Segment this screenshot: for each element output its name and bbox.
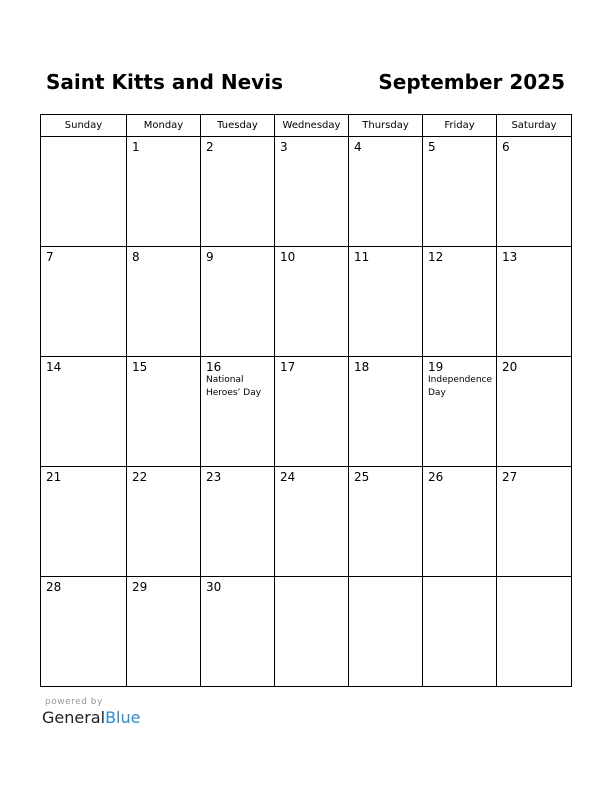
- day-cell: [423, 467, 497, 577]
- week-row: [41, 357, 572, 467]
- weekday-thursday: Thursday: [349, 115, 423, 137]
- day-number: 11: [354, 250, 370, 264]
- day-number: 20: [502, 360, 518, 374]
- day-number: 30: [206, 580, 222, 594]
- day-cell: [497, 247, 572, 357]
- weekday-sunday: Sunday: [41, 115, 127, 137]
- day-number: 19: [428, 360, 444, 374]
- day-number: 24: [280, 470, 296, 484]
- day-number: 25: [354, 470, 370, 484]
- day-number: 6: [502, 140, 510, 154]
- weekday-monday: Monday: [127, 115, 201, 137]
- brand-general-text: General: [42, 708, 106, 727]
- day-number: 12: [428, 250, 444, 264]
- day-cell: [201, 247, 275, 357]
- day-number: [275, 577, 348, 580]
- day-cell: [349, 577, 423, 687]
- day-cell: [41, 467, 127, 577]
- day-number: 5: [428, 140, 436, 154]
- day-cell: [275, 247, 349, 357]
- weekday-friday: Friday: [423, 115, 497, 137]
- day-number: 8: [132, 250, 140, 264]
- week-row: [41, 467, 572, 577]
- day-cell: [275, 467, 349, 577]
- day-number: 28: [46, 580, 62, 594]
- week-row: [41, 577, 572, 687]
- day-number: 23: [206, 470, 222, 484]
- day-number: 29: [132, 580, 148, 594]
- brand-blue-text: Blue: [105, 708, 141, 727]
- day-cell: [201, 467, 275, 577]
- day-number: [497, 577, 571, 580]
- generalblue-logo-link[interactable]: [42, 708, 140, 727]
- day-number: 22: [132, 470, 148, 484]
- day-number: 18: [354, 360, 370, 374]
- day-cell: [275, 137, 349, 247]
- day-number: 1: [132, 140, 140, 154]
- day-cell: [127, 137, 201, 247]
- day-number: 4: [354, 140, 362, 154]
- week-row: [41, 137, 572, 247]
- day-number: 2: [206, 140, 214, 154]
- day-number: 26: [428, 470, 444, 484]
- day-cell: [201, 357, 275, 467]
- weekday-wednesday: Wednesday: [275, 115, 349, 137]
- day-cell: [275, 357, 349, 467]
- holiday-label: National Heroes’ Day: [206, 375, 262, 398]
- weekday-tuesday: Tuesday: [201, 115, 275, 137]
- calendar-month-title: September 2025: [378, 70, 565, 94]
- calendar-country-title: Saint Kitts and Nevis: [46, 70, 283, 94]
- day-number: 13: [502, 250, 518, 264]
- day-number: 7: [46, 250, 54, 264]
- day-cell: [127, 467, 201, 577]
- day-cell: [497, 357, 572, 467]
- day-cell: [497, 137, 572, 247]
- holiday-label: Independence Day: [428, 375, 493, 398]
- day-cell: [275, 577, 349, 687]
- day-cell: [423, 357, 497, 467]
- day-number: 15: [132, 360, 148, 374]
- day-cell: [349, 137, 423, 247]
- day-cell: [423, 247, 497, 357]
- day-number: 14: [46, 360, 62, 374]
- day-cell: [41, 357, 127, 467]
- weekday-header-row: [41, 115, 572, 137]
- day-cell: [127, 577, 201, 687]
- day-cell: [41, 247, 127, 357]
- day-cell: [497, 467, 572, 577]
- calendar-grid: [40, 114, 572, 687]
- day-number: 10: [280, 250, 296, 264]
- day-cell: [349, 247, 423, 357]
- day-cell: [423, 137, 497, 247]
- day-number: 16: [206, 360, 222, 374]
- day-cell: [201, 577, 275, 687]
- day-cell: [497, 577, 572, 687]
- powered-by-text: powered by: [45, 697, 103, 707]
- day-number: 9: [206, 250, 214, 264]
- day-number: 21: [46, 470, 62, 484]
- day-cell: [41, 577, 127, 687]
- week-row: [41, 247, 572, 357]
- day-cell: [127, 357, 201, 467]
- day-number: [423, 577, 496, 580]
- day-cell: [127, 247, 201, 357]
- day-number: 27: [502, 470, 518, 484]
- day-cell: [349, 467, 423, 577]
- day-number: 3: [280, 140, 288, 154]
- day-cell: [349, 357, 423, 467]
- day-cell: [41, 137, 127, 247]
- weekday-saturday: Saturday: [497, 115, 572, 137]
- day-cell: [201, 137, 275, 247]
- day-number: 17: [280, 360, 296, 374]
- day-cell: [423, 577, 497, 687]
- day-number: [349, 577, 422, 580]
- day-number: [41, 137, 126, 140]
